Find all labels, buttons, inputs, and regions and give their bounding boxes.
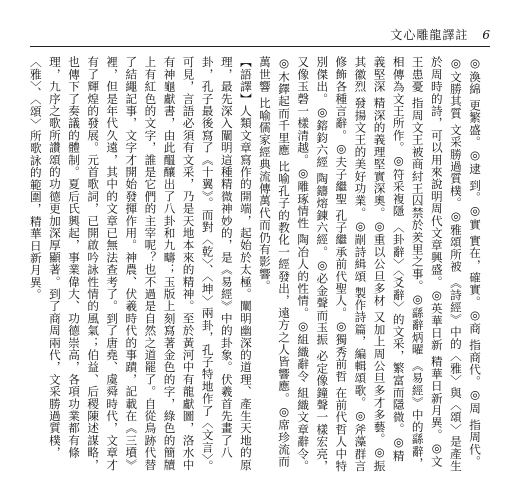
body-text (28, 56, 484, 474)
header-rule (30, 46, 490, 47)
book-title: 文心雕龍譯註 (390, 28, 469, 42)
page-number: 6 (482, 28, 490, 42)
translation-paragraph: 【語譯】人類文章寫作的開端，起始於太極。闡明幽深的道理、產生天地的原理，最先深入闡明這種精微神妙的，是《易經》中的卦象。伏羲首先畫了八卦，孔子最後寫了《十翼》。而對〈乾〉、〈坤〉兩卦，孔子特地作了〈文言〉。可見，言語必須有文采，乃是天地本來的精神。至於黃河中有龍獻圖，洛水中有神龜獻書，由此醞釀出了八卦和九疇；玉版上刻寫著金色的字，綠色的簡牘上有紅色的文字，誰是它們的主宰呢？也不過是自然之道罷了。自從鳥跡代替了結繩記事，文字才開始發揮作用。神農、伏羲時代的事蹟，記載在《三墳》裡，但是年代久遠，其中的文章已無法查考了。到了唐堯、虞舜時代，文章才有了輝煌的發展。元首歌詞，已開啟吟詠性情的風氣；伯益、后稷陳述謀略，也傳下了奏議的體制。夏后氏興起，事業偉大、功德崇高，各項功業都有條理，九序之歌所讚頌的功德更加深厚顯著。到了商周兩代，文采勝過質樸，〈雅〉、〈頌〉所歌詠的範圍，精華日新月異。 (28, 56, 253, 472)
running-header (390, 26, 490, 43)
annotation-paragraph: ◎渙綿 更繁盛。◎逮 到。◎實 實在，確實。◎商 指商代。◎周 指周代。◎文勝其質 文采勝過質樸。◎雅頌所被 《詩經》中的〈雅〉與〈頌〉是產生於周時的詩，可以用來說明周代文章興盛。◎英華日新 精華日新月異。◎文王患憂 指周文王被商紂王囚禁於羑里之事。◎繇辭炳曜 《易經》中的繇辭，相傳為文王所作。◎符采複隱 〈卦辭〉〈爻辭〉的文采，繁富而隱微。◎精義堅深 精深的義理堅實深奧。◎重以公旦多材 又加上周公旦多才多藝。◎振其徽烈 發揚文王的美好功業。◎剬詩緝頌 製作詩篇，編輯頌歌。◎斧藻群言 修飾各種言辭。◎夫子繼聖 孔子繼承前代聖人。◎獨秀前哲 在前代哲人中特別傑出。◎鎔鈞六經 陶鑄熔鍊六經。◎必金聲而玉振 必定像鐘聲一樣宏亮，又像玉磬一樣清越。◎雕琢情性 陶冶人的性情。◎組織辭令 組織文章辭令。◎木鐸起而千里應 比喻孔子的教化一經發出，遠方之人皆響應。◎席珍流而萬世響 比喻儒家經典流傳萬代而仍有影響。 (257, 56, 482, 472)
